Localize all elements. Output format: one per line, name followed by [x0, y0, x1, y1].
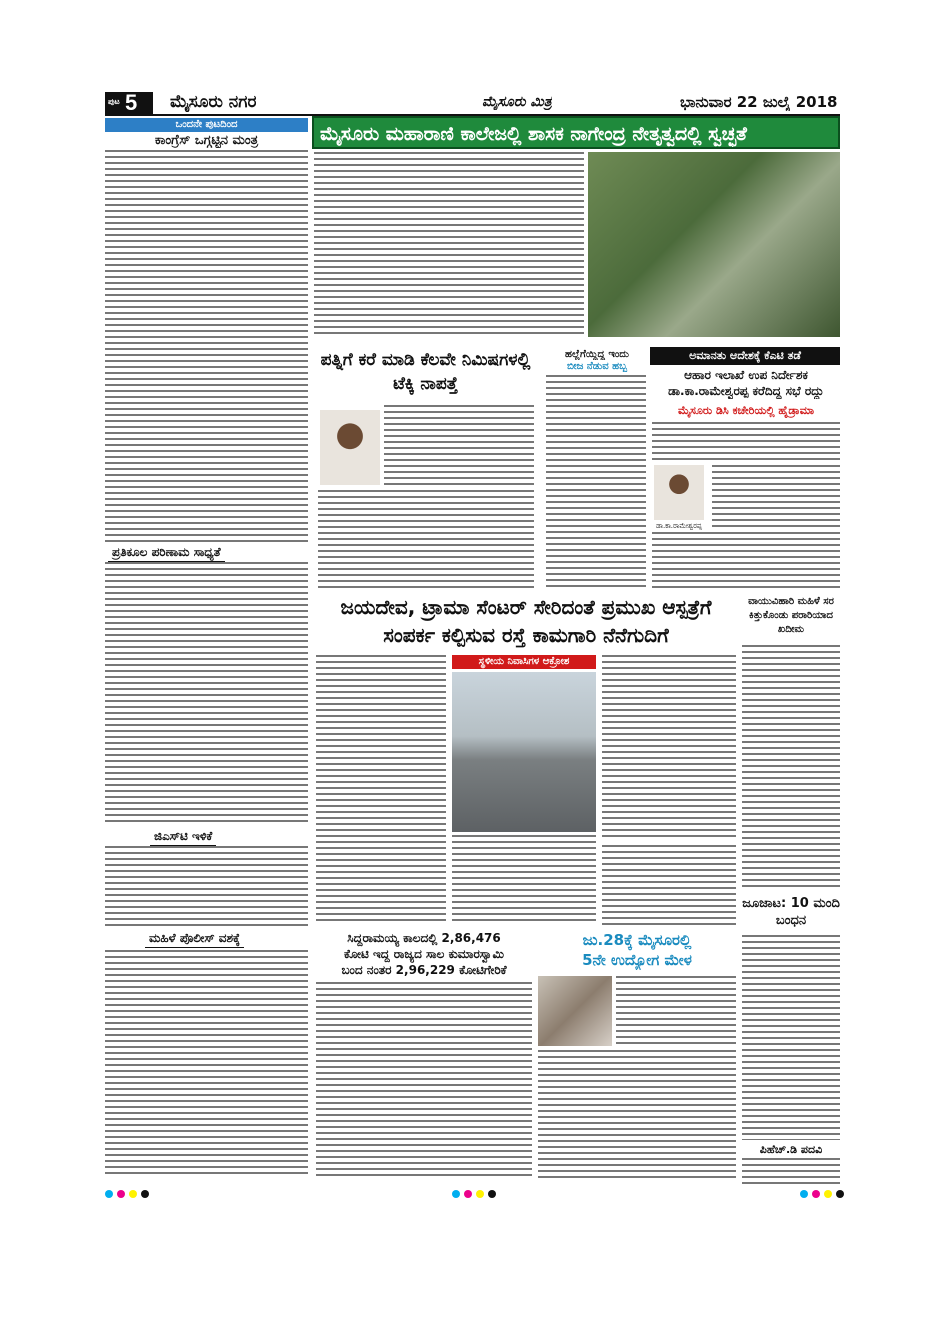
story3-subhead: ಬೀಜ ನೆಡುವ ಹಬ್ಬ [566, 361, 628, 372]
story10-body-a [616, 976, 736, 1046]
registration-marks-right [800, 1190, 844, 1198]
story8-body [742, 1158, 840, 1188]
story5-headline: ಜಯದೇವ, ಟ್ರಾಮಾ ಸೆಂಟರ್ ಸೇರಿದಂತೆ ಪ್ರಮುಖ ಆಸ್ಪತ್ರೆಗೆ ಸಂಪರ್ಕ ಕಲ್ಪಿಸುವ ರಸ್ತೆ ಕಾಮಗಾರಿ ನೆನೆಗುದಿಗೆ [340, 595, 712, 647]
lead-story-photo [588, 152, 840, 337]
story5-tag: ಸ್ಥಳೀಯ ನಿವಾಸಿಗಳ ಆಕ್ರೋಶ [452, 655, 596, 669]
left-body-4 [105, 950, 308, 1175]
story7-body [742, 935, 840, 1140]
story4-body-c [652, 532, 840, 590]
story4-kicker: ಅಮಾನತು ಆದೇಶಕ್ಕೆ ಕೆಎಟಿ ತಡೆ [650, 347, 840, 365]
story7-headline-num: 10 [790, 896, 809, 911]
story4-body-a [652, 422, 840, 462]
story8-headline: ಪಿಹೆಚ್.ಡಿ ಪದವಿ [759, 1143, 823, 1156]
story4-photo [654, 465, 704, 520]
story4-photo-caption: ಡಾ.ಕಾ.ರಾಮೇಶ್ವರಪ್ಪ [656, 522, 702, 530]
story5-body-b [452, 835, 596, 925]
story7-headline [742, 895, 840, 929]
left-kicker: ಒಂದನೇ ಪುಟದಿಂದ [105, 118, 308, 132]
masthead-logo: ಮೈಸೂರು ಮಿತ್ರ [482, 94, 552, 110]
story3-body [546, 375, 646, 590]
story10-photo [538, 976, 612, 1046]
section-title: ಮೈಸೂರು ನಗರ [170, 92, 257, 112]
story9-line1: ಸಿದ್ದರಾಮಯ್ಯ ಕಾಲದಲ್ಲಿ 2,86,476 [347, 931, 501, 945]
lead-story-body [314, 152, 584, 334]
left-story-body [105, 150, 308, 542]
left-body-2 [105, 562, 308, 824]
story5-body-c [602, 655, 736, 840]
page-number-badge [105, 92, 153, 114]
story2-body-b [318, 490, 534, 590]
dateline: ಭಾನುವಾರ 22 ಜುಲೈ 2018 [680, 93, 838, 111]
story4-brand-line: ಮೈಸೂರು ಡಿಸಿ ಕಚೇರಿಯಲ್ಲಿ ಹೈಡ್ರಾಮಾ [677, 404, 815, 417]
story4-body-b [712, 465, 840, 527]
registration-marks-center [452, 1190, 496, 1198]
story5-photo [452, 672, 596, 832]
story10-line1: ಜು.28ಕ್ಕೆ ಮೈಸೂರಲ್ಲಿ [582, 931, 692, 949]
lead-headline: ಮೈಸೂರು ಮಹಾರಾಣಿ ಕಾಲೇಜಲ್ಲಿ ಶಾಸಕ ನಾಗೇಂದ್ರ ನೇತೃತ್ವದಲ್ಲಿ ಸ್ವಚ್ಛತೆ [312, 116, 840, 149]
story10-line2: 5ನೇ ಉದ್ಯೋಗ ಮೇಳ [582, 951, 692, 969]
left-subhead-2: ಜಿಎಸ್‌ಟಿ ಇಳಿಕೆ [150, 828, 216, 846]
page-label: ಪುಟ [108, 97, 120, 106]
story9-headline [316, 930, 532, 978]
story10-headline [538, 930, 736, 970]
story7-headline-tail: ಮಂದಿ ಬಂಧನ [775, 896, 840, 928]
registration-marks-left [105, 1190, 149, 1198]
story4-headline: ಆಹಾರ ಇಲಾಖೆ ಉಪ ನಿರ್ದೇಶಕ ಡಾ.ಕಾ.ರಾಮೇಶ್ವರಪ್ಪ ಕರೆದಿದ್ದ ಸಭೆ ರದ್ದು [668, 368, 824, 398]
story10-body-b [538, 1050, 736, 1180]
story2-body-a [384, 405, 534, 485]
story7-headline-lead: ಜೂಜಾಟ: [742, 896, 787, 911]
left-body-3 [105, 846, 308, 926]
story9-line2: ಕೋಟಿ ಇದ್ದ ರಾಜ್ಯದ ಸಾಲ ಕುಮಾರಸ್ವಾಮಿ [343, 947, 505, 961]
story5-body-d [602, 845, 736, 925]
left-story-title: ಕಾಂಗ್ರೆಸ್ ಒಗ್ಗಟ್ಟಿನ ಮಂತ್ರ [154, 133, 259, 148]
left-subhead-1: ಪ್ರತಿಕೂಲ ಪರಿಣಾಮ ಸಾಧ್ಯತೆ [108, 544, 225, 562]
story6-headline: ವಾಯುವಿಹಾರಿ ಮಹಿಳೆ ಸರ ಕಿತ್ತುಕೊಂಡು ಪರಾರಿಯಾದ ಖದೀಮ [748, 596, 834, 635]
left-subhead-3: ಮಹಿಳೆ ಪೊಲೀಸ್ ವಶಕ್ಕೆ [145, 930, 244, 948]
story5-body-a [316, 655, 446, 925]
story3-headline: ಹಲ್ಲೆಗೆಯ್ದಿದ್ದ ಇಂದು [565, 349, 629, 360]
page-number: 5 [125, 92, 138, 114]
story2-photo [320, 410, 380, 485]
story9-body [316, 982, 532, 1180]
story9-line3: ಬಂದ ನಂತರ 2,96,229 ಕೋಟಿಗೇರಿಕೆ [341, 963, 507, 977]
story6-body [742, 645, 840, 890]
story2-headline: ಪತ್ನಿಗೆ ಕರೆ ಮಾಡಿ ಕೆಲವೇ ನಿಮಿಷಗಳಲ್ಲಿ ಟೆಕ್ಕಿ ನಾಪತ್ತೆ [320, 350, 531, 394]
